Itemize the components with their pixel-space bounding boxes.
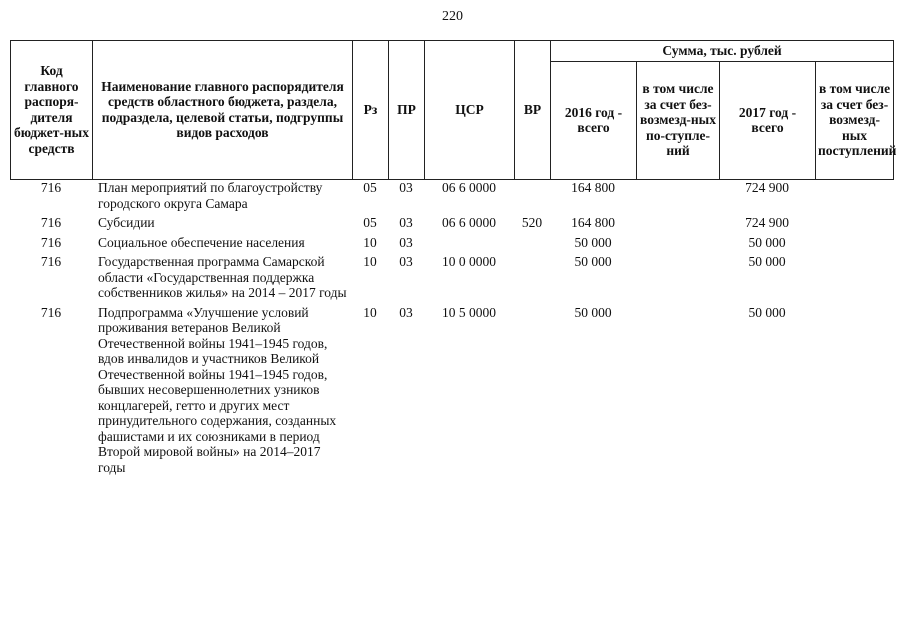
cell-pr: 03 [399,234,413,250]
cell-2017-free [815,235,893,255]
cell-code: 716 [40,215,62,230]
cell-name: Социальное обеспечение населения [98,234,305,250]
header-2017-total: 2017 год - всего [720,61,816,179]
page-number: 220 [442,9,463,24]
cell-2016-total: 50 000 [574,254,612,269]
header-sum-group: Сумма, тыс. рублей [551,41,894,62]
cell-2017-free [815,254,893,305]
cell-2017-total: 50 000 [748,304,786,320]
cell-vr [514,235,550,255]
cell-rz: 10 [363,254,377,269]
header-2016-free: в том числе за счет без-возмезд-ных по-ступле-ний [637,61,720,179]
cell-2017-free [815,305,893,480]
cell-csr [424,235,514,255]
cell-rz: 05 [363,215,377,230]
cell-code: 716 [40,234,62,250]
header-2016-total: 2016 год - всего [551,61,637,179]
table-row [10,305,893,480]
cell-2017-total: 50 000 [748,234,786,250]
header-rz: Рз [353,41,389,180]
cell-2016-free [636,180,719,215]
cell-2016-free [636,305,719,480]
cell-csr: 10 5 0000 [442,304,496,320]
cell-2016-total: 50 000 [574,234,612,250]
table-row [10,254,893,305]
cell-2016-total: 50 000 [574,304,612,320]
cell-vr [514,305,550,480]
cell-code: 716 [40,180,62,195]
cell-rz: 10 [363,304,377,320]
header-pr: ПР [389,41,425,180]
cell-2017-free [815,215,893,235]
cell-code: 716 [40,304,62,320]
header-csr: ЦСР [425,41,515,180]
cell-2016-free [636,254,719,305]
cell-vr [514,180,550,215]
cell-2016-free [636,215,719,235]
cell-2016-free [636,235,719,255]
table-row [10,215,893,235]
cell-rz: 10 [363,234,377,250]
header-2017-free: в том числе за счет без-возмезд-ных поступлений [816,61,894,179]
cell-2016-total: 164 800 [571,180,615,195]
header-code: Код главного распоря-дителя бюджет-ных средств [11,41,93,180]
cell-2016-total: 164 800 [571,215,615,230]
cell-name: Подпрограмма «Улучшение условий проживания ветеранов Великой Отечественной войны 1941–1945 годов, вдов инвалидов и участников Великой Отечественной войны 1941–1945 годов, бывших несовершеннолетних узников концлагерей, гетто и других мест принудительного содержания, созданных фашистами и их союзниками в период Второй мировой войны» на 2014–2017 годы [98,304,337,475]
cell-pr: 03 [399,304,413,320]
cell-csr: 06 6 0000 [442,180,496,195]
cell-2017-free [815,180,893,215]
table-row [10,235,893,255]
cell-name: Государственная программа Самарской области «Государственная поддержка собственников жилья» на 2014 – 2017 годы [98,254,347,300]
cell-pr: 03 [399,215,413,230]
header-vr: ВР [515,41,551,180]
cell-csr: 06 6 0000 [442,215,496,230]
cell-name: Субсидии [98,215,155,230]
table-header [10,40,897,180]
cell-2017-total: 724 900 [745,180,789,195]
cell-rz: 05 [363,180,377,195]
cell-pr: 03 [399,180,413,195]
table-body [10,180,893,479]
cell-vr: 520 [521,215,543,230]
cell-2017-total: 50 000 [748,254,786,269]
table-row [10,180,893,215]
cell-code: 716 [40,254,62,269]
cell-vr [514,254,550,305]
cell-name: План мероприятий по благоустройству городского округа Самара [98,180,323,211]
cell-2017-total: 724 900 [745,215,789,230]
header-name: Наименование главного распорядителя средств областного бюджета, раздела, подраздела, целевой статьи, подгруппы видов расходов [93,41,353,180]
cell-csr: 10 0 0000 [442,254,496,269]
cell-pr: 03 [399,254,413,269]
